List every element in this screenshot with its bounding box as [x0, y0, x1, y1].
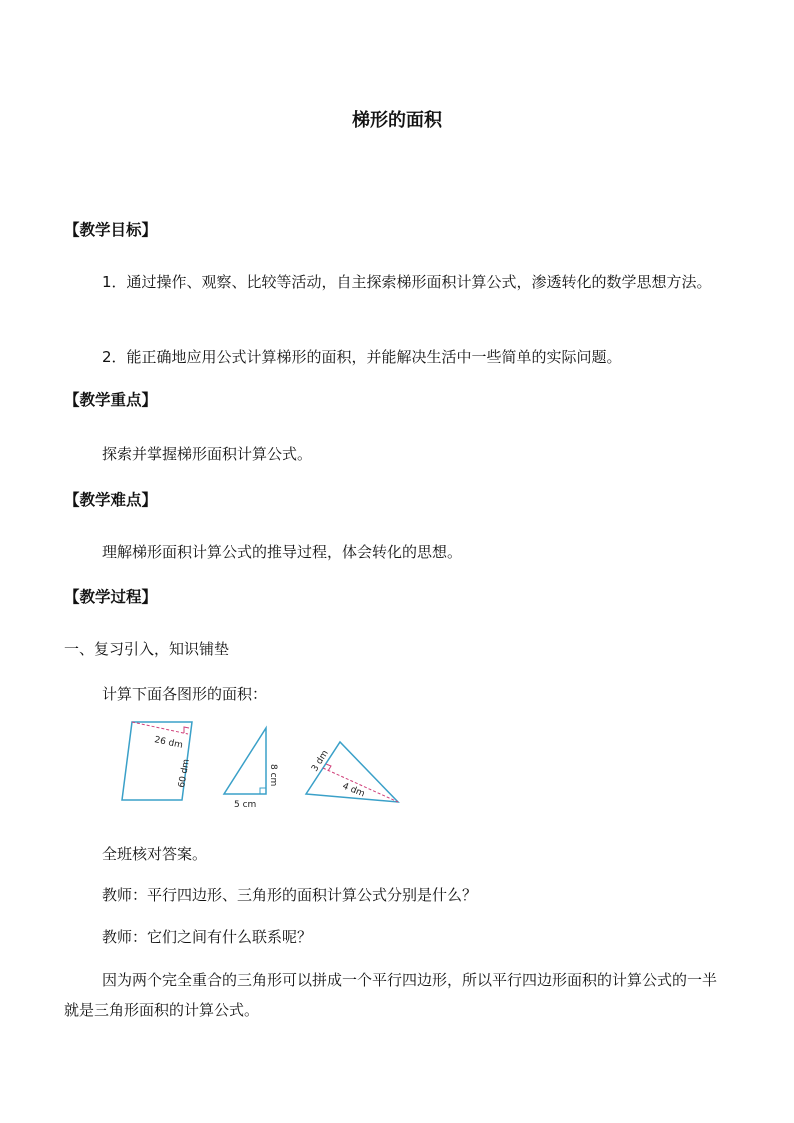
objective-item-2: 2．能正确地应用公式计算梯形的面积，并能解决生活中一些简单的实际问题。	[102, 348, 622, 366]
key-points-text: 探索并掌握梯形面积计算公式。	[102, 445, 313, 463]
process-line-2: 教师：平行四边形、三角形的面积计算公式分别是什么？	[102, 886, 478, 904]
objectives-heading: 【教学目标】	[64, 221, 158, 239]
objective-item-1: 1．通过操作、观察、比较等活动，自主探索梯形面积计算公式，渗透转化的数学思想方法。	[102, 273, 712, 291]
geometry-figures-svg	[104, 716, 404, 810]
process-heading: 【教学过程】	[64, 588, 158, 606]
triangle-side-label: 3 dm	[310, 748, 331, 774]
process-line-4: 因为两个完全重合的三角形可以拼成一个平行四边形，所以平行四边形面积的计算公式的一半就是三角形面积的计算公式。	[64, 971, 718, 1019]
key-points-heading: 【教学重点】	[64, 391, 158, 409]
page-title: 梯形的面积	[352, 110, 442, 131]
geometry-figures	[104, 716, 404, 810]
process-part1-title: 一、复习引入，知识铺垫	[64, 640, 230, 658]
right-triangle-height-label: 8 cm	[268, 764, 278, 787]
difficulties-text: 理解梯形面积计算公式的推导过程，体会转化的思想。	[102, 543, 463, 561]
process-instruction: 计算下面各图形的面积：	[102, 685, 268, 703]
parallelogram-figure	[122, 722, 192, 800]
right-triangle-figure	[224, 728, 278, 810]
triangle-base-label: 4 dm	[340, 781, 367, 800]
process-line-1: 全班核对答案。	[102, 845, 208, 863]
parallelogram-top-label: 26 dm	[153, 735, 184, 751]
parallelogram-side-label: 60 dm	[177, 758, 192, 789]
difficulties-heading: 【教学难点】	[64, 491, 158, 509]
right-triangle-base-label: 5 cm	[234, 800, 257, 810]
triangle-figure	[306, 742, 398, 802]
process-line-3: 教师：它们之间有什么联系呢？	[102, 928, 313, 946]
